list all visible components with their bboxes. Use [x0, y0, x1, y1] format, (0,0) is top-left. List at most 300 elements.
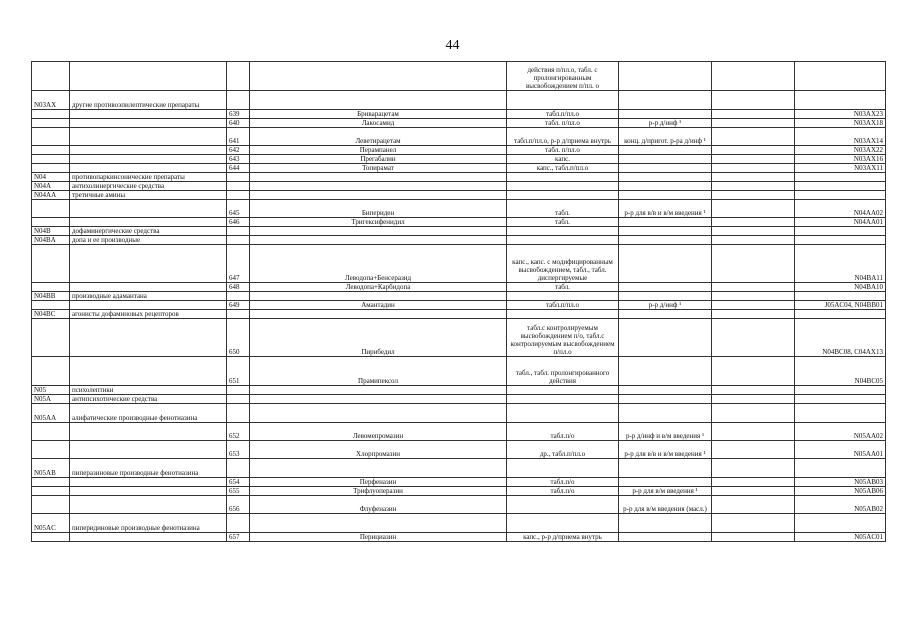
atc-code: N03AX11 — [795, 164, 886, 173]
group-row — [32, 310, 886, 319]
dosage-form — [507, 496, 619, 514]
group-name: дофаминергические средства — [70, 227, 227, 236]
atc-code — [795, 514, 886, 533]
empty-cell — [712, 110, 795, 119]
atc-code: N05AB03 — [795, 478, 886, 487]
atc-group-code: N04BB — [32, 292, 70, 301]
drug-list-table — [31, 61, 886, 542]
atc-code — [795, 227, 886, 236]
dosage-form: табл.п/о — [507, 487, 619, 496]
empty-cell — [712, 91, 795, 110]
empty-cell — [712, 395, 795, 404]
group-name — [70, 423, 227, 441]
empty-cell — [712, 155, 795, 164]
atc-code: N05AB06 — [795, 487, 886, 496]
dosage-form-hospital — [619, 182, 712, 191]
atc-code: N04BC05 — [795, 357, 886, 386]
group-name: производные адамантана — [70, 292, 227, 301]
dosage-form-hospital — [619, 173, 712, 182]
drug-name — [250, 91, 507, 110]
atc-code — [795, 191, 886, 200]
drug-name — [250, 62, 507, 91]
group-name — [70, 533, 227, 542]
row-number — [227, 182, 250, 191]
dosage-form-hospital — [619, 319, 712, 357]
atc-code: N04BA11 — [795, 245, 886, 283]
row-number: 656 — [227, 496, 250, 514]
atc-group-code — [32, 301, 70, 310]
atc-code: N03AX16 — [795, 155, 886, 164]
drug-name — [250, 404, 507, 423]
dosage-form-hospital — [619, 91, 712, 110]
dosage-form-hospital — [619, 110, 712, 119]
group-row — [32, 395, 886, 404]
empty-cell — [712, 245, 795, 283]
group-name: пиперазиновые производные фенотиазина — [70, 459, 227, 478]
atc-group-code: N03AX — [32, 91, 70, 110]
drug-name — [250, 386, 507, 395]
group-name — [70, 62, 227, 91]
group-row — [32, 91, 886, 110]
row-number: 643 — [227, 155, 250, 164]
group-row — [32, 386, 886, 395]
group-name — [70, 478, 227, 487]
group-name — [70, 245, 227, 283]
dosage-form-hospital — [619, 357, 712, 386]
row-number — [227, 310, 250, 319]
atc-group-code: N04 — [32, 173, 70, 182]
dosage-form-hospital — [619, 404, 712, 423]
atc-group-code — [32, 441, 70, 459]
drug-name: Хлорпромазин — [250, 441, 507, 459]
drug-name: Пирибедил — [250, 319, 507, 357]
group-name: антипсихотические средства — [70, 395, 227, 404]
empty-cell — [712, 310, 795, 319]
dosage-form: капс., табл.п/пл.о — [507, 164, 619, 173]
dosage-form: табл.п/пл.о — [507, 301, 619, 310]
atc-group-code: N05AA — [32, 404, 70, 423]
dosage-form-hospital — [619, 218, 712, 227]
row-number — [227, 191, 250, 200]
empty-cell — [712, 301, 795, 310]
drug-row — [32, 301, 886, 310]
empty-cell — [712, 423, 795, 441]
dosage-form-hospital — [619, 292, 712, 301]
dosage-form — [507, 191, 619, 200]
atc-group-code: N04BC — [32, 310, 70, 319]
atc-code: N03AX22 — [795, 146, 886, 155]
dosage-form — [507, 173, 619, 182]
empty-cell — [712, 283, 795, 292]
empty-cell — [712, 404, 795, 423]
row-number — [227, 62, 250, 91]
row-number — [227, 236, 250, 245]
atc-code — [795, 62, 886, 91]
atc-group-code — [32, 478, 70, 487]
dosage-form — [507, 292, 619, 301]
dosage-form-hospital — [619, 236, 712, 245]
continuation-row — [32, 62, 886, 91]
empty-cell — [712, 319, 795, 357]
drug-row — [32, 218, 886, 227]
row-number: 645 — [227, 200, 250, 218]
atc-group-code: N05AB — [32, 459, 70, 478]
drug-name: Перампанел — [250, 146, 507, 155]
empty-cell — [712, 182, 795, 191]
dosage-form-hospital: р-р д/инф ¹ — [619, 119, 712, 128]
atc-group-code — [32, 146, 70, 155]
dosage-form — [507, 236, 619, 245]
atc-group-code: N05A — [32, 395, 70, 404]
row-number: 652 — [227, 423, 250, 441]
row-number — [227, 459, 250, 478]
drug-name: Леветирацетам — [250, 128, 507, 146]
group-name: третичные амины — [70, 191, 227, 200]
drug-row — [32, 155, 886, 164]
drug-name: Прегабалин — [250, 155, 507, 164]
atc-code — [795, 292, 886, 301]
dosage-form-hospital — [619, 146, 712, 155]
group-name — [70, 487, 227, 496]
drug-row — [32, 245, 886, 283]
group-name: пиперидиновые производные фенотиазина — [70, 514, 227, 533]
row-number: 655 — [227, 487, 250, 496]
group-row — [32, 404, 886, 423]
atc-code — [795, 395, 886, 404]
drug-name — [250, 310, 507, 319]
dosage-form: табл.п/о — [507, 478, 619, 487]
drug-row — [32, 319, 886, 357]
empty-cell — [712, 128, 795, 146]
dosage-form-hospital — [619, 283, 712, 292]
atc-group-code — [32, 487, 70, 496]
group-name — [70, 357, 227, 386]
group-name: алифатические производные фенотиазина — [70, 404, 227, 423]
group-name: психолептики — [70, 386, 227, 395]
drug-name: Лакосамид — [250, 119, 507, 128]
empty-cell — [712, 478, 795, 487]
drug-name: Перициазин — [250, 533, 507, 542]
dosage-form: др., табл.п/пл.о — [507, 441, 619, 459]
drug-name: Топирамат — [250, 164, 507, 173]
dosage-form-hospital: р-р для в/м введения (масл.) — [619, 496, 712, 514]
drug-row — [32, 487, 886, 496]
row-number: 641 — [227, 128, 250, 146]
dosage-form-hospital — [619, 164, 712, 173]
dosage-form-hospital: р-р для в/в и в/м введения ¹ — [619, 200, 712, 218]
dosage-form: табл., табл. пролонгированного действия — [507, 357, 619, 386]
dosage-form — [507, 182, 619, 191]
group-row — [32, 191, 886, 200]
atc-group-code — [32, 533, 70, 542]
dosage-form-hospital — [619, 227, 712, 236]
empty-cell — [712, 357, 795, 386]
row-number: 644 — [227, 164, 250, 173]
atc-code — [795, 404, 886, 423]
atc-group-code — [32, 62, 70, 91]
drug-name — [250, 182, 507, 191]
empty-cell — [712, 441, 795, 459]
empty-cell — [712, 146, 795, 155]
dosage-form-hospital — [619, 478, 712, 487]
drug-name — [250, 459, 507, 478]
group-name — [70, 496, 227, 514]
drug-row — [32, 283, 886, 292]
atc-code: N04AA01 — [795, 218, 886, 227]
group-row — [32, 459, 886, 478]
dosage-form: табл. п/пл.о — [507, 119, 619, 128]
group-row — [32, 236, 886, 245]
drug-name — [250, 292, 507, 301]
dosage-form: действия п/пл.о, табл. с пролонгированным высвобождением п/пл. о — [507, 62, 619, 91]
drug-name: Тригексифенидил — [250, 218, 507, 227]
atc-code: N05AC01 — [795, 533, 886, 542]
table-body — [32, 62, 886, 542]
drug-name: Трифлуоперазин — [250, 487, 507, 496]
atc-group-code — [32, 155, 70, 164]
row-number: 647 — [227, 245, 250, 283]
group-name — [70, 164, 227, 173]
empty-cell — [712, 459, 795, 478]
empty-cell — [712, 386, 795, 395]
atc-group-code: N04BA — [32, 236, 70, 245]
drug-name — [250, 173, 507, 182]
empty-cell — [712, 487, 795, 496]
dosage-form-hospital — [619, 459, 712, 478]
drug-name: Флуфеназин — [250, 496, 507, 514]
atc-code — [795, 310, 886, 319]
group-name — [70, 128, 227, 146]
group-name: агонисты дофаминовых рецепторов — [70, 310, 227, 319]
dosage-form-hospital — [619, 386, 712, 395]
dosage-form — [507, 514, 619, 533]
dosage-form — [507, 386, 619, 395]
atc-code — [795, 386, 886, 395]
atc-code: N03AX23 — [795, 110, 886, 119]
row-number: 642 — [227, 146, 250, 155]
empty-cell — [712, 62, 795, 91]
group-name — [70, 155, 227, 164]
dosage-form-hospital: р-р д/инф и в/м введения ¹ — [619, 423, 712, 441]
drug-name: Леводопа+Бенсеразид — [250, 245, 507, 283]
row-number: 654 — [227, 478, 250, 487]
dosage-form: табл. — [507, 218, 619, 227]
drug-name — [250, 236, 507, 245]
atc-group-code — [32, 119, 70, 128]
atc-code: N04AA02 — [795, 200, 886, 218]
row-number: 640 — [227, 119, 250, 128]
dosage-form — [507, 310, 619, 319]
empty-cell — [712, 227, 795, 236]
dosage-form — [507, 404, 619, 423]
dosage-form-hospital — [619, 514, 712, 533]
row-number: 639 — [227, 110, 250, 119]
atc-group-code — [32, 283, 70, 292]
group-name: антихолинергические средства — [70, 182, 227, 191]
atc-group-code — [32, 128, 70, 146]
atc-code — [795, 91, 886, 110]
group-name — [70, 119, 227, 128]
group-name — [70, 301, 227, 310]
atc-group-code: N05 — [32, 386, 70, 395]
dosage-form: капс., капс. с модифицированным высвобождением, табл., табл. диспергируемые — [507, 245, 619, 283]
atc-group-code: N04B — [32, 227, 70, 236]
dosage-form-hospital — [619, 191, 712, 200]
dosage-form-hospital — [619, 310, 712, 319]
drug-row — [32, 146, 886, 155]
dosage-form: табл.п/о — [507, 423, 619, 441]
drug-name — [250, 227, 507, 236]
dosage-form-hospital: р-р д/инф ¹ — [619, 301, 712, 310]
group-row — [32, 227, 886, 236]
group-row — [32, 292, 886, 301]
atc-code: N03AX18 — [795, 119, 886, 128]
dosage-form — [507, 91, 619, 110]
empty-cell — [712, 514, 795, 533]
drug-name: Перфеназин — [250, 478, 507, 487]
atc-group-code: N04A — [32, 182, 70, 191]
atc-code: N05AA01 — [795, 441, 886, 459]
drug-row — [32, 441, 886, 459]
dosage-form-hospital: р-р для в/в и в/м введения ¹ — [619, 441, 712, 459]
dosage-form-hospital: конц. д/пригот. р-ра д/инф ¹ — [619, 128, 712, 146]
atc-code: N04BC08, C04AX13 — [795, 319, 886, 357]
dosage-form-hospital — [619, 155, 712, 164]
atc-group-code — [32, 245, 70, 283]
drug-row — [32, 164, 886, 173]
group-name: противопаркинсонические препараты — [70, 173, 227, 182]
page-number: 44 — [445, 38, 460, 53]
empty-cell — [712, 292, 795, 301]
empty-cell — [712, 236, 795, 245]
row-number — [227, 514, 250, 533]
group-name — [70, 146, 227, 155]
empty-cell — [712, 218, 795, 227]
dosage-form: табл.п/пл.о, р-р д/приема внутрь — [507, 128, 619, 146]
drug-row — [32, 110, 886, 119]
group-name — [70, 200, 227, 218]
row-number — [227, 404, 250, 423]
row-number: 646 — [227, 218, 250, 227]
dosage-form: табл.с контролируемым высвобождением п/о, табл.с контролируемым высвобождением п/пл.о — [507, 319, 619, 357]
drug-row — [32, 119, 886, 128]
row-number — [227, 227, 250, 236]
drug-name: Левомепромазин — [250, 423, 507, 441]
row-number: 650 — [227, 319, 250, 357]
dosage-form: табл. п/пл.о — [507, 146, 619, 155]
drug-row — [32, 478, 886, 487]
atc-group-code: N04AA — [32, 191, 70, 200]
empty-cell — [712, 164, 795, 173]
atc-code — [795, 182, 886, 191]
empty-cell — [712, 533, 795, 542]
atc-code: N05AA02 — [795, 423, 886, 441]
drug-row — [32, 533, 886, 542]
dosage-form — [507, 227, 619, 236]
dosage-form: табл. — [507, 200, 619, 218]
row-number: 653 — [227, 441, 250, 459]
atc-code: N03AX14 — [795, 128, 886, 146]
atc-code — [795, 459, 886, 478]
atc-group-code: N05AC — [32, 514, 70, 533]
group-row — [32, 182, 886, 191]
drug-name: Леводопа+Карбидопа — [250, 283, 507, 292]
drug-name — [250, 191, 507, 200]
dosage-form — [507, 459, 619, 478]
group-row — [32, 173, 886, 182]
atc-code: N05AB02 — [795, 496, 886, 514]
atc-group-code — [32, 200, 70, 218]
drug-name: Амантадин — [250, 301, 507, 310]
drug-row — [32, 200, 886, 218]
group-name — [70, 441, 227, 459]
atc-group-code — [32, 319, 70, 357]
atc-code — [795, 236, 886, 245]
dosage-form: капс. — [507, 155, 619, 164]
dosage-form-hospital — [619, 245, 712, 283]
drug-row — [32, 496, 886, 514]
drug-name: Бипериден — [250, 200, 507, 218]
atc-code: N04BA10 — [795, 283, 886, 292]
drug-name: Прамипексол — [250, 357, 507, 386]
dosage-form-hospital — [619, 395, 712, 404]
group-row — [32, 514, 886, 533]
group-name — [70, 218, 227, 227]
empty-cell — [712, 173, 795, 182]
group-name — [70, 283, 227, 292]
group-name — [70, 110, 227, 119]
atc-code: J05AC04, N04BB01 — [795, 301, 886, 310]
dosage-form: табл.п/пл.о — [507, 110, 619, 119]
empty-cell — [712, 496, 795, 514]
dosage-form: табл. — [507, 283, 619, 292]
empty-cell — [712, 200, 795, 218]
group-name — [70, 319, 227, 357]
row-number: 651 — [227, 357, 250, 386]
drug-row — [32, 423, 886, 441]
row-number — [227, 173, 250, 182]
drug-name — [250, 514, 507, 533]
dosage-form-hospital: р-р для в/м введения ¹ — [619, 487, 712, 496]
row-number — [227, 292, 250, 301]
atc-group-code — [32, 496, 70, 514]
dosage-form-hospital — [619, 533, 712, 542]
atc-group-code — [32, 423, 70, 441]
row-number: 657 — [227, 533, 250, 542]
drug-row — [32, 357, 886, 386]
dosage-form: капс., р-р д/приема внутрь — [507, 533, 619, 542]
atc-group-code — [32, 218, 70, 227]
row-number — [227, 386, 250, 395]
atc-group-code — [32, 110, 70, 119]
drug-name: Бриварацетам — [250, 110, 507, 119]
group-name: другие противоэпилептические препараты — [70, 91, 227, 110]
dosage-form-hospital — [619, 62, 712, 91]
atc-code — [795, 173, 886, 182]
row-number — [227, 395, 250, 404]
drug-row — [32, 128, 886, 146]
empty-cell — [712, 119, 795, 128]
atc-group-code — [32, 357, 70, 386]
row-number: 648 — [227, 283, 250, 292]
atc-group-code — [32, 164, 70, 173]
row-number: 649 — [227, 301, 250, 310]
row-number — [227, 91, 250, 110]
empty-cell — [712, 191, 795, 200]
drug-name — [250, 395, 507, 404]
dosage-form — [507, 395, 619, 404]
group-name: допа и ее производные — [70, 236, 227, 245]
